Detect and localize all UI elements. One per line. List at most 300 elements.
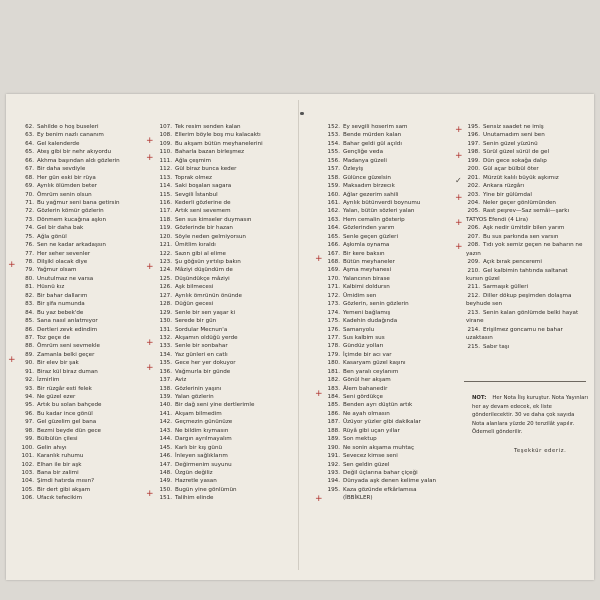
- song-number: 196.: [467, 132, 480, 139]
- song-entry: [158, 224, 263, 232]
- song-entry: [158, 241, 263, 249]
- song-number: 213.: [467, 309, 480, 316]
- song-number: 120.: [159, 233, 172, 240]
- song-number: 86.: [25, 326, 34, 333]
- song-entry: [326, 292, 436, 300]
- song-title: Ellerim böyle boş mu kalacaktı: [175, 132, 261, 139]
- song-title: Bülbülün çilesi: [37, 436, 78, 443]
- song-entry: [326, 148, 436, 156]
- song-entry: [20, 385, 120, 393]
- song-number: 171.: [327, 284, 340, 291]
- song-title: Unutulmaz ne varsa: [37, 275, 94, 282]
- song-entry: [20, 342, 120, 350]
- song-entry: [326, 309, 436, 317]
- song-number: 87.: [25, 334, 34, 341]
- handwritten-check-mark: ✓: [455, 176, 462, 185]
- song-title: Akşamın oldüğü yerde: [175, 334, 238, 341]
- song-entry: [326, 266, 436, 274]
- song-title: Biraz kül biraz duman: [37, 368, 98, 375]
- song-number: 201.: [467, 174, 480, 181]
- song-title: Sevgili İstanbul: [175, 191, 218, 198]
- song-number: 194.: [327, 478, 340, 485]
- song-entry: [158, 275, 263, 283]
- song-entry: [158, 191, 263, 199]
- song-entry: [20, 283, 120, 291]
- song-entry: [20, 359, 120, 367]
- song-number: 102.: [21, 461, 34, 468]
- song-number: 114.: [159, 183, 172, 190]
- song-entry: [326, 410, 436, 418]
- song-entry: [20, 427, 120, 435]
- song-title: Senle bir sonbahar: [175, 343, 228, 350]
- song-number: 180.: [327, 360, 340, 367]
- song-column-4: [466, 123, 584, 351]
- note-divider: [464, 381, 586, 382]
- song-title: Sana nasıl anlatmıyor: [37, 318, 98, 325]
- song-entry: [466, 140, 584, 148]
- song-entry: [158, 250, 263, 258]
- song-number: 197.: [467, 140, 480, 147]
- song-entry: [158, 140, 263, 148]
- song-number: 77.: [25, 250, 34, 257]
- song-number: 177.: [327, 334, 340, 341]
- song-entry: [20, 326, 120, 334]
- song-entry: [20, 494, 120, 502]
- song-number: 93.: [25, 385, 34, 392]
- song-entry: [20, 275, 120, 283]
- song-entry: [326, 376, 436, 384]
- song-title: Artık seni sevemem: [175, 208, 231, 215]
- song-title: Bir dert gibi akşam: [37, 486, 91, 493]
- song-entry: [20, 250, 120, 258]
- song-entry: [326, 182, 436, 190]
- song-number: 90.: [25, 360, 34, 367]
- song-title: Ufacık tefecikim: [37, 495, 83, 502]
- song-number: 132.: [159, 334, 172, 341]
- song-title: Vağmurla bir günde: [175, 368, 231, 375]
- song-number: 152.: [327, 124, 340, 130]
- song-number: 113.: [159, 174, 172, 181]
- song-title: Sus kalbim sus: [343, 334, 385, 341]
- song-entry: [466, 148, 584, 156]
- song-number: 76.: [25, 242, 34, 249]
- song-number: 170.: [327, 275, 340, 282]
- song-number: 156.: [327, 157, 340, 164]
- song-number: 107.: [159, 124, 172, 130]
- song-title: Madanya güzeli: [343, 157, 387, 164]
- song-entry: [158, 233, 263, 241]
- song-entry: [326, 469, 436, 477]
- song-entry: [158, 148, 263, 156]
- song-entry: [326, 342, 436, 350]
- song-entry: [158, 401, 263, 409]
- song-entry: [466, 157, 584, 165]
- song-title: Bir daha sevdiyle: [37, 166, 86, 173]
- song-number: 198.: [467, 149, 480, 156]
- song-title: Benden ayrı düştün artık: [343, 402, 413, 409]
- song-number: 159.: [327, 183, 340, 190]
- song-number: 175.: [327, 318, 340, 325]
- song-number: 165.: [327, 233, 340, 240]
- song-number: 188.: [327, 427, 340, 434]
- song-entry: [20, 241, 120, 249]
- song-number: 191.: [327, 453, 340, 460]
- song-number: 91.: [25, 368, 34, 375]
- song-number: 64.: [25, 140, 34, 147]
- song-number: 109.: [159, 140, 172, 147]
- song-title: Sabır taşı: [483, 343, 510, 350]
- song-entry: [20, 300, 120, 308]
- song-number: 137.: [159, 377, 172, 384]
- song-title: Diller dökup peşimden dolaşma beyhude sen: [466, 292, 572, 308]
- song-title: Aşk nedir ümitdir bilen yarım: [483, 225, 565, 232]
- song-entry: [326, 174, 436, 182]
- song-number: 127.: [159, 292, 172, 299]
- song-title: Tek resim senden kalan: [175, 124, 241, 130]
- song-entry: [326, 393, 436, 401]
- song-number: 155.: [327, 149, 340, 156]
- song-title: Mâziyi düşündüm de: [175, 267, 233, 274]
- song-entry: [466, 267, 584, 284]
- song-number: 160.: [327, 191, 340, 198]
- song-number: 162.: [327, 208, 340, 215]
- song-title: Gönül her akşam: [343, 377, 391, 384]
- song-entry: [326, 444, 436, 452]
- song-number: 183.: [327, 385, 340, 392]
- song-number: 106.: [21, 495, 34, 502]
- song-number: 212.: [467, 292, 480, 299]
- song-title: Bir şifa numunda: [37, 301, 85, 308]
- song-title: Bir rüzgâr esti felek: [37, 385, 92, 392]
- song-title: Gül biraz bunca keder: [175, 166, 237, 173]
- song-number: 206.: [467, 225, 480, 232]
- song-entry: [326, 275, 436, 283]
- song-entry: [158, 477, 263, 485]
- song-number: 186.: [327, 410, 340, 417]
- song-title: Ömrüm seni sevmekle: [37, 343, 100, 350]
- song-title: Dünyada aşk denen kelime yalan: [343, 478, 437, 485]
- song-number: 83.: [25, 301, 34, 308]
- song-entry: [466, 165, 584, 173]
- song-title: Ben yaralı ceylanım: [343, 368, 399, 375]
- song-title: Bezmi beyde dün gece: [37, 427, 101, 434]
- song-number: 151.: [159, 495, 172, 502]
- song-entry: [20, 266, 120, 274]
- song-number: 70.: [25, 191, 34, 198]
- song-entry: [466, 131, 584, 139]
- song-entry: [20, 309, 120, 317]
- handwritten-plus-mark: +: [455, 151, 463, 161]
- song-number: 146.: [159, 453, 172, 460]
- song-title: Özleyiş: [343, 166, 364, 173]
- signoff: Teşekkür ederiz.: [514, 448, 567, 454]
- song-entry: [326, 191, 436, 199]
- song-entry: [326, 418, 436, 426]
- song-number: 164.: [327, 225, 340, 232]
- song-number: 187.: [327, 419, 340, 426]
- song-number: 82.: [25, 292, 34, 299]
- song-entry: [20, 182, 120, 190]
- song-entry: [20, 334, 120, 342]
- song-number: 143.: [159, 427, 172, 434]
- song-title: Ne güzel ezer: [37, 394, 76, 400]
- song-number: 148.: [159, 469, 172, 476]
- song-number: 73.: [25, 216, 34, 223]
- song-number: 210.: [467, 267, 480, 274]
- song-entry: [466, 182, 584, 190]
- song-entry: [158, 326, 263, 334]
- song-entry: [326, 477, 436, 485]
- song-entry: [466, 123, 584, 131]
- song-title: Söyle neden gelmiyorsun: [175, 233, 246, 240]
- song-number: 135.: [159, 360, 172, 367]
- handwritten-plus-mark: +: [146, 363, 154, 373]
- song-number: 215.: [467, 343, 480, 350]
- song-number: 195.: [467, 124, 480, 130]
- song-entry: [326, 165, 436, 173]
- song-number: 97.: [25, 419, 34, 426]
- song-number: 207.: [467, 233, 480, 240]
- song-entry: [20, 207, 120, 215]
- song-entry: [158, 283, 263, 291]
- song-column-1: [20, 123, 120, 503]
- song-title: Senin güzel yüzünü: [483, 140, 538, 147]
- song-entry: [20, 486, 120, 494]
- song-title: Yemeni bağlamış: [343, 309, 391, 316]
- song-entry: [20, 410, 120, 418]
- handwritten-plus-mark: +: [455, 242, 463, 252]
- binding-hole: [300, 112, 304, 115]
- song-number: 173.: [327, 301, 340, 308]
- song-title: Ağla gönül: [37, 233, 67, 240]
- song-entry: [158, 334, 263, 342]
- song-title: Hüsnü kız: [37, 284, 65, 291]
- song-title: Zamanla belki geçer: [37, 351, 95, 358]
- song-number: 84.: [25, 309, 34, 316]
- song-number: 172.: [327, 292, 340, 299]
- song-title: Ümidim sen: [343, 292, 377, 299]
- song-number: 110.: [159, 149, 172, 156]
- song-entry: [466, 292, 584, 309]
- song-number: 178.: [327, 343, 340, 350]
- song-entry: [326, 494, 436, 502]
- song-number: 192.: [327, 461, 340, 468]
- song-number: 88.: [25, 343, 34, 350]
- song-title: Yine bir gülümdal: [483, 191, 532, 198]
- song-title: Erişilmez goncamu ne bahar uzaktasın: [466, 326, 563, 342]
- song-number: 121.: [159, 242, 172, 249]
- song-title: Yalancının birase: [343, 275, 390, 282]
- song-number: 179.: [327, 351, 340, 358]
- song-title: Toprak olmez: [175, 174, 212, 181]
- song-entry: [20, 469, 120, 477]
- song-number: 211.: [467, 284, 480, 291]
- song-entry: [466, 326, 584, 343]
- song-entry: [20, 258, 120, 266]
- song-title: Sen geldin güzel: [343, 461, 390, 468]
- song-number: 104.: [21, 478, 34, 485]
- song-number: 202.: [467, 183, 480, 190]
- song-number: 98.: [25, 427, 34, 434]
- song-number: 199.: [467, 157, 480, 164]
- handwritten-plus-mark: +: [8, 260, 16, 270]
- song-title: Hazretle yasan: [175, 478, 217, 485]
- song-title: Bu sus parkında sen varsın: [483, 233, 559, 240]
- song-number: 115.: [159, 191, 172, 198]
- song-entry: [326, 326, 436, 334]
- song-title: Samanyolu: [343, 326, 375, 333]
- song-title: Gel kalbimin tahtında saltanat kursın güzel: [466, 267, 568, 282]
- handwritten-plus-mark: +: [146, 338, 154, 348]
- song-entry: [20, 435, 120, 443]
- song-title: İnleyen sağlıklarım: [175, 453, 228, 460]
- song-entry: [158, 292, 263, 300]
- song-number: 195.: [327, 486, 340, 493]
- song-number: 67.: [25, 166, 34, 173]
- song-entry: [326, 283, 436, 291]
- song-entry: [326, 250, 436, 258]
- song-entry: [20, 165, 120, 173]
- song-entry: [466, 283, 584, 291]
- song-entry: [326, 368, 436, 376]
- song-title: Bu akşam bütün meyhanelerini: [175, 140, 263, 147]
- song-number: 144.: [159, 436, 172, 443]
- song-number: 189.: [327, 436, 340, 443]
- song-title: Karlı bir kış günü: [175, 444, 223, 451]
- song-title: Ey sevgili hoserim sam: [343, 124, 408, 130]
- song-entry: [158, 207, 263, 215]
- song-entry: [20, 191, 120, 199]
- song-number: 184.: [327, 394, 340, 400]
- song-number: 153.: [327, 132, 340, 139]
- song-title: İçimde bir acı var: [343, 351, 392, 358]
- song-entry: [326, 233, 436, 241]
- song-title: Ağlar gezerim sahili: [343, 191, 399, 198]
- song-number: 103.: [21, 469, 34, 476]
- song-title: Dargın ayrılmayalım: [175, 436, 232, 443]
- handwritten-plus-mark: +: [455, 125, 463, 135]
- song-number: 185.: [327, 402, 340, 409]
- song-entry: [158, 351, 263, 359]
- song-number: 69.: [25, 183, 34, 190]
- song-title: Karanlık ruhumu: [37, 453, 84, 460]
- song-entry: [326, 486, 436, 494]
- handwritten-plus-mark: +: [8, 355, 16, 365]
- song-number: 108.: [159, 132, 172, 139]
- song-title: Gel bir daha bak: [37, 225, 84, 232]
- song-number: 140.: [159, 402, 172, 409]
- song-number: 181.: [327, 368, 340, 375]
- song-number: 79.: [25, 267, 34, 274]
- song-entry: [466, 224, 584, 232]
- song-title: Üzgün değiliz: [175, 469, 213, 476]
- song-title: Ağla çeşmim: [175, 157, 212, 164]
- song-title: Yalan gözlerin: [175, 394, 214, 400]
- song-entry: [326, 427, 436, 435]
- song-column-3: [326, 123, 436, 503]
- song-title: Açık bırak penceremi: [483, 259, 542, 266]
- song-title: Saki boşalan sagara: [175, 183, 232, 190]
- song-number: 96.: [25, 410, 34, 417]
- song-number: 124.: [159, 267, 172, 274]
- song-title: Gençliğe veda: [343, 149, 384, 156]
- song-list-sheet: [6, 94, 594, 580]
- song-number: 62.: [25, 124, 34, 130]
- page-fold: [298, 100, 299, 570]
- song-entry: [326, 401, 436, 409]
- song-entry: [158, 300, 263, 308]
- song-entry: [158, 376, 263, 384]
- song-number: 101.: [21, 453, 34, 460]
- song-number: 129.: [159, 309, 172, 316]
- song-title: Bu kadar ince gönül: [37, 410, 93, 417]
- song-title: Ateş gibi bir nehr akıyordu: [37, 149, 112, 156]
- handwritten-plus-mark: +: [455, 193, 463, 203]
- song-title: Artık bu solan bahçede: [37, 402, 102, 409]
- song-title: Gözlerinin yaşını: [175, 385, 222, 392]
- song-column-2: [158, 123, 263, 503]
- song-number: 128.: [159, 301, 172, 308]
- song-title: Ne bildim kıymasın: [175, 427, 229, 434]
- song-entry: [158, 368, 263, 376]
- song-entry: [466, 343, 584, 351]
- song-title: Sürül güzel sürül de gel: [483, 149, 550, 156]
- song-number: 205.: [467, 208, 480, 215]
- song-number: 118.: [159, 216, 172, 223]
- song-title: Değil üçlarına bahar çiçeği: [343, 469, 418, 476]
- song-number: 66.: [25, 157, 34, 164]
- song-entry: [20, 224, 120, 232]
- song-title: Ömrüm senin olsun: [37, 191, 92, 198]
- song-title: (İBBİKLER): [343, 495, 373, 502]
- song-title: Elhan ile bir aşk: [37, 461, 82, 468]
- song-number: 123.: [159, 259, 172, 265]
- song-title: Gel güzelim gel bana: [37, 419, 97, 426]
- song-title: Tıdı yok semiz geçen ne baharın ne yazın: [466, 242, 583, 257]
- song-number: 138.: [159, 385, 172, 392]
- song-title: Bir elev bir şak: [37, 360, 79, 367]
- song-title: İzmirlim: [37, 377, 60, 384]
- song-entry: [158, 486, 263, 494]
- song-title: Gelin ahıyı: [37, 444, 67, 451]
- song-title: Dilşikl olacak diye: [37, 259, 88, 265]
- song-entry: [20, 199, 120, 207]
- song-title: Bütün meyhaneler: [343, 259, 395, 265]
- song-number: 190.: [327, 444, 340, 451]
- song-number: 147.: [159, 461, 172, 468]
- note-text: Her Nota İlış kuruştur. Nota Yayınları her ay devam edecek, ek liste gönderilecektir. 30 ve daha çok sayıda Nota alanlara yüzde 20 tenzilât yapılır. Ödemeli gönderilir.: [472, 395, 588, 436]
- song-number: 71.: [25, 199, 34, 206]
- song-title: Bu yağmur seni bana getirsin: [37, 199, 120, 206]
- song-title: Yalan, bütün sözleri yalan: [343, 208, 415, 215]
- song-number: 125.: [159, 275, 172, 282]
- song-entry: [158, 266, 263, 274]
- song-title: Sen sus kimseler duymasın: [175, 216, 252, 223]
- song-entry: [158, 494, 263, 502]
- song-title: Bir bahar dallarım: [37, 292, 88, 299]
- song-entry: [158, 435, 263, 443]
- song-title: Aşma meyhanesi: [343, 267, 392, 274]
- song-entry: [20, 233, 120, 241]
- handwritten-plus-mark: +: [146, 489, 154, 499]
- song-title: Dönmem kucağına aşkın: [37, 216, 107, 223]
- song-number: 99.: [25, 436, 34, 443]
- song-number: 166.: [327, 242, 340, 249]
- song-entry: [158, 452, 263, 460]
- song-entry: [466, 309, 584, 326]
- song-entry: [326, 452, 436, 460]
- song-entry: [20, 461, 120, 469]
